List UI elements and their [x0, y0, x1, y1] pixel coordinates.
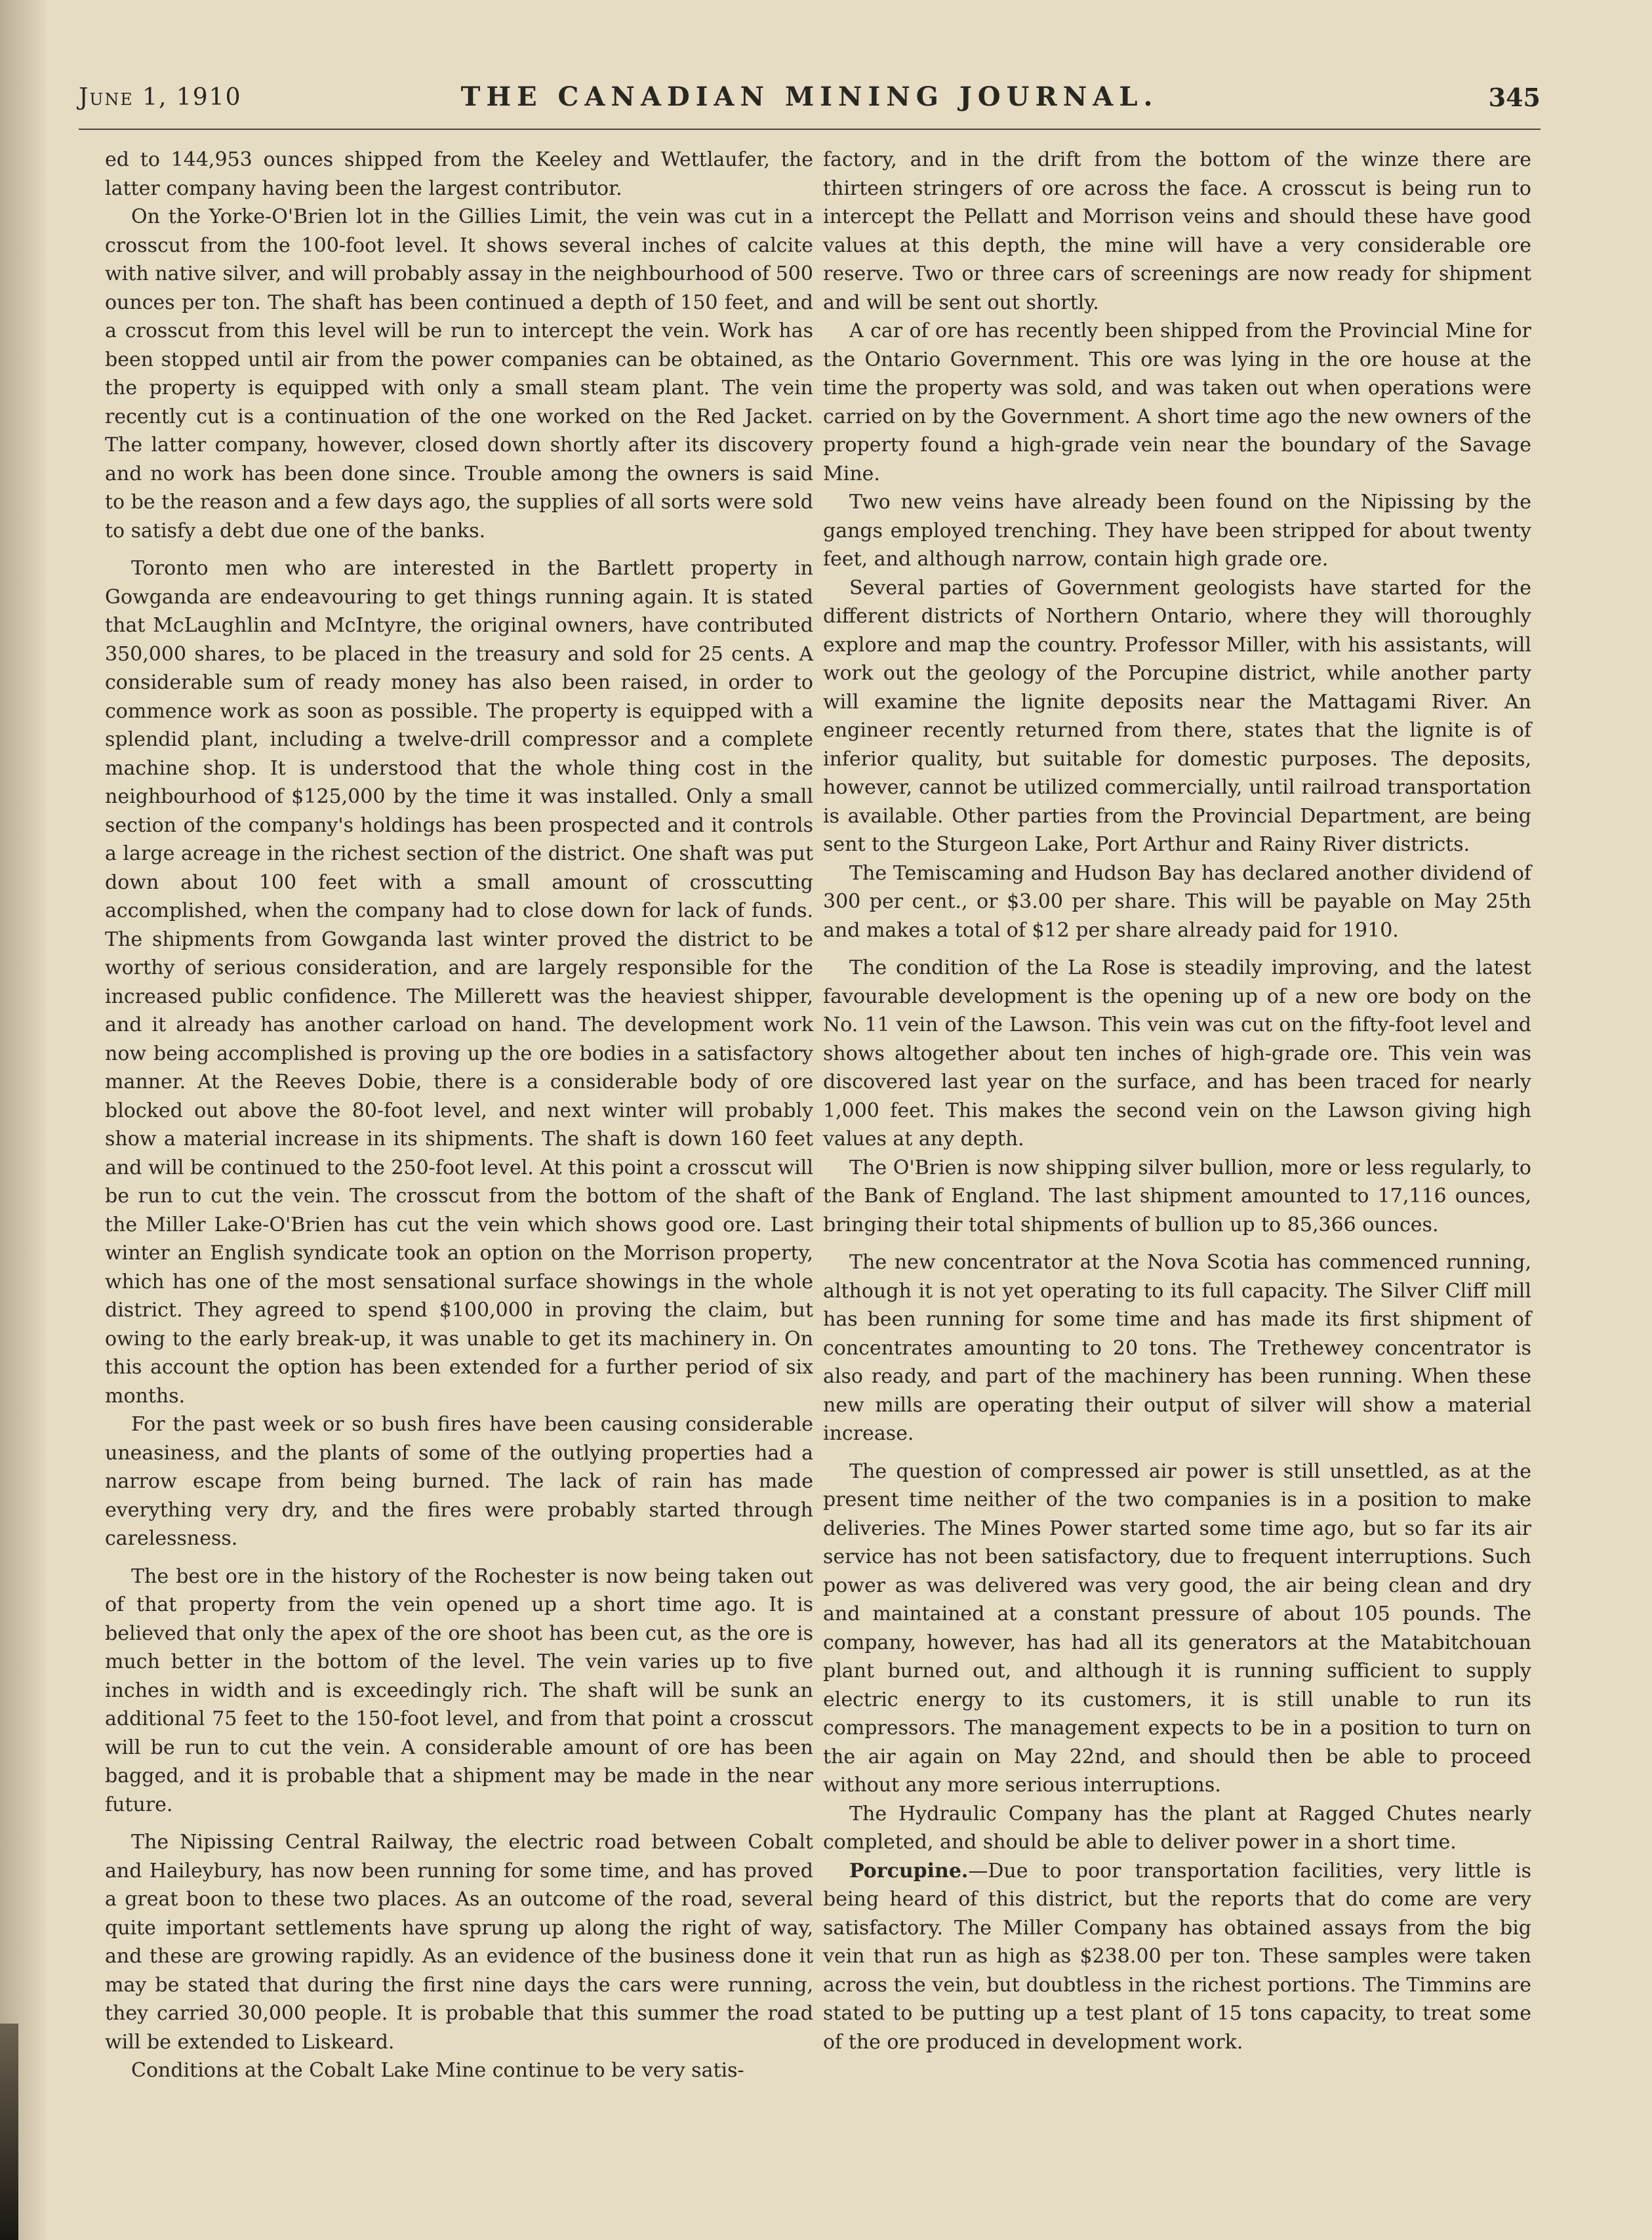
journal-title: THE CANADIAN MINING JOURNAL.	[460, 81, 1159, 112]
header-rule	[79, 129, 1541, 130]
paragraph: Conditions at the Cobalt Lake Mine continue to be very satis-	[131, 2059, 744, 2082]
paragraph: On the Yorke-O'Brien lot in the Gillies Limit, the vein was cut in a crosscut from the 100-foot level. It shows several inches of calcite with native silver, and will probably assay in the neighbourhood of 500 ounces per ton. The shaft has been continued a depth of 150 feet, and a crosscut from this level will be run to intercept the vein. Work has been stopped until air from the power companies can be obtained, as the property is equipped with only a small steam plant. The vein recently cut is a continuation of the one worked on the Red Jacket. The latter company, however, closed down shortly after its discovery and no work has been done since. Trouble among the owners is said to be the reason and a few days ago, the supplies of all sorts were sold to satisfy a debt due one of the banks.	[105, 205, 813, 542]
paragraph: Two new veins have already been found on the Nipissing by the gangs employed trenching. They have been stripped for about twenty feet, and although narrow, contain high grade ore.	[823, 491, 1531, 571]
paragraph: The question of compressed air power is still unsettled, as at the present time neither of the two companies is in a position to make deliveries. The Mines Power started some time ago, but so far its air service has not been satisfactory, due to frequent interruptions. Such power as was delivered was very good, the air being clean and dry and maintained at a constant pressure of about 105 pounds. The company, however, has had all its generators at the Matabitchouan plant burned out, and although it is running sufficient to supply electric energy to its customers, it is still unable to run its compressors. The management expects to be in a position to turn on the air again on May 22nd, and should then be able to proceed without any more serious interruptions.	[823, 1459, 1531, 1797]
paragraph: The O'Brien is now shipping silver bullion, more or less regularly, to the Bank of England. The last shipment amounted to 17,116 ounces, bringing their total shipments of bullion up to 85,366 ounces.	[823, 1156, 1531, 1236]
header-date: June 1, 1910	[79, 84, 242, 111]
page-number: 345	[1488, 83, 1541, 112]
paragraph: ed to 144,953 ounces shipped from the Keeley and Wettlaufer, the latter company having been the largest contributor.	[105, 148, 813, 200]
paragraph: A car of ore has recently been shipped from the Provincial Mine for the Ontario Government. This ore was lying in the ore house at the time the property was sold, and was taken out when operations were carried on by the Government. A short time ago the new owners of the property found a high-grade vein near the boundary of the Savage Mine.	[823, 319, 1531, 485]
paragraph: Several parties of Government geologists have started for the different districts of Northern Ontario, where they will thoroughly explore and map the country. Professor Miller, with his assistants, will work out the geology of the Porcupine district, while another party will examine the lignite deposits near the Mattagami River. An engineer recently returned from there, states that the lignite is of inferior quality, but suitable for domestic purposes. The deposits, however, cannot be utilized commercially, until railroad transportation is available. Other parties from the Provincial Department, are being sent to the Sturgeon Lake, Port Arthur and Rainy River districts.	[823, 576, 1531, 856]
left-column	[105, 146, 813, 2085]
page-gutter-shadow	[0, 0, 46, 2240]
paragraph-body: —Due to poor transportation facilities, very little is being heard of this district, but the reports that do come are very satisfactory. The Miller Company has obtained assays from the big vein that run as high as $238.00 per ton. These samples were taken across the vein, but doubtless in the richest portions. The Timmins are stated to be putting up a test plant of 15 tons capacity, to treat some of the ore produced in development work.	[823, 1859, 1531, 2054]
paragraph: The best ore in the history of the Rochester is now being taken out of that property from the vein opened up a short time ago. It is believed that only the apex of the ore shoot has been cut, as the ore is much better in the bottom of the level. The vein varies up to five inches in width and is exceedingly rich. The shaft will be sunk an additional 75 feet to the 150-foot level, and from that point a crosscut will be run to cut the vein. A considerable amount of ore has been bagged, and it is probable that a shipment may be made in the near future.	[105, 1564, 813, 1816]
right-column	[823, 146, 1531, 2056]
paragraph: factory, and in the drift from the bottom of the winze there are thirteen stringers of ore across the face. A crosscut is being run to intercept the Pellatt and Morrison veins and should these have good values at this depth, the mine will have a very considerable ore reserve. Two or three cars of screenings are now ready for shipment and will be sent out shortly.	[823, 148, 1531, 314]
paragraph: The Hydraulic Company has the plant at Ragged Chutes nearly completed, and should be able to deliver power in a short time.	[823, 1802, 1531, 1854]
page-corner-shadow	[0, 2024, 18, 2240]
paragraph: The new concentrator at the Nova Scotia has commenced running, although it is not yet operating to its full capacity. The Silver Cliff mill has been running for some time and has made its first shipment of concentrates amounting to 20 tons. The Trethewey concentrator is also ready, and part of the machinery has been running. When these new mills are operating their output of silver will show a material increase.	[823, 1251, 1531, 1445]
paragraph: Toronto men who are interested in the Bartlett property in Gowganda are endeavouring to get things running again. It is stated that McLaughlin and McIntyre, the original owners, have contributed 350,000 shares, to be placed in the treasury and sold for 25 cents. A considerable sum of ready money has also been raised, in order to commence work as soon as possible. The property is equipped with a splendid plant, including a twelve-drill compressor and a complete machine shop. It is understood that the whole thing cost in the neighbourhood of $125,000 by the time it was installed. Only a small section of the company's holdings has been prospected and it controls a large acreage in the richest section of the district. One shaft was put down about 100 feet with a small amount of crosscutting accomplished, when the company had to close down for lack of funds. The shipments from Gowganda last winter proved the district to be worthy of serious consideration, and are largely responsible for the increased public confidence. The Millerett was the heaviest shipper, and it already has another carload on hand. The development work now being accomplished is proving up the ore bodies in a satisfactory manner. At the Reeves Dobie, there is a considerable body of ore blocked out above the 80-foot level, and next winter will probably show a material increase in its shipments. The shaft is down 160 feet and will be continued to the 250-foot level. At this point a crosscut will be run to cut the vein. The crosscut from the bottom of the shaft of the Miller Lake-O'Brien has cut the vein which shows good ore. Last winter an English syndicate took an option on the Morrison property, which has one of the most sensational surface showings in the whole district. They agreed to spend $100,000 in proving the claim, but owing to the early break-up, it was unable to get its machinery in. On this account the option has been extended for a further period of six months.	[105, 557, 813, 1408]
runin-heading: Porcupine.	[849, 1859, 969, 1883]
paragraph: The condition of the La Rose is steadily improving, and the latest favourable development is the opening up of a new ore body on the No. 11 vein of the Lawson. This vein was cut on the fifty-foot level and shows altogether about ten inches of high-grade ore. This vein was discovered last year on the surface, and has been traced for nearly 1,000 feet. This makes the second vein on the Lawson giving high values at any depth.	[823, 956, 1531, 1151]
porcupine-paragraph	[823, 1857, 1531, 2057]
paragraph: The Nipissing Central Railway, the electric road between Cobalt and Haileybury, has now been running for some time, and has proved a great boon to these two places. As an outcome of the road, several quite important settlements have sprung up along the right of way, and these are growing rapidly. As an evidence of the business done it may be stated that during the first nine days the cars were running, they carried 30,000 people. It is probable that this summer the road will be extended to Liskeard.	[105, 1831, 813, 2054]
running-header	[79, 77, 1541, 123]
paragraph: For the past week or so bush fires have been causing considerable uneasiness, and the plants of some of the outlying properties had a narrow escape from being burned. The lack of rain has made everything very dry, and the fires were probably started through carelessness.	[105, 1413, 813, 1550]
paragraph: The Temiscaming and Hudson Bay has declared another dividend of 300 per cent., or $3.00 per share. This will be payable on May 25th and makes a total of $12 per share already paid for 1910.	[823, 861, 1531, 942]
